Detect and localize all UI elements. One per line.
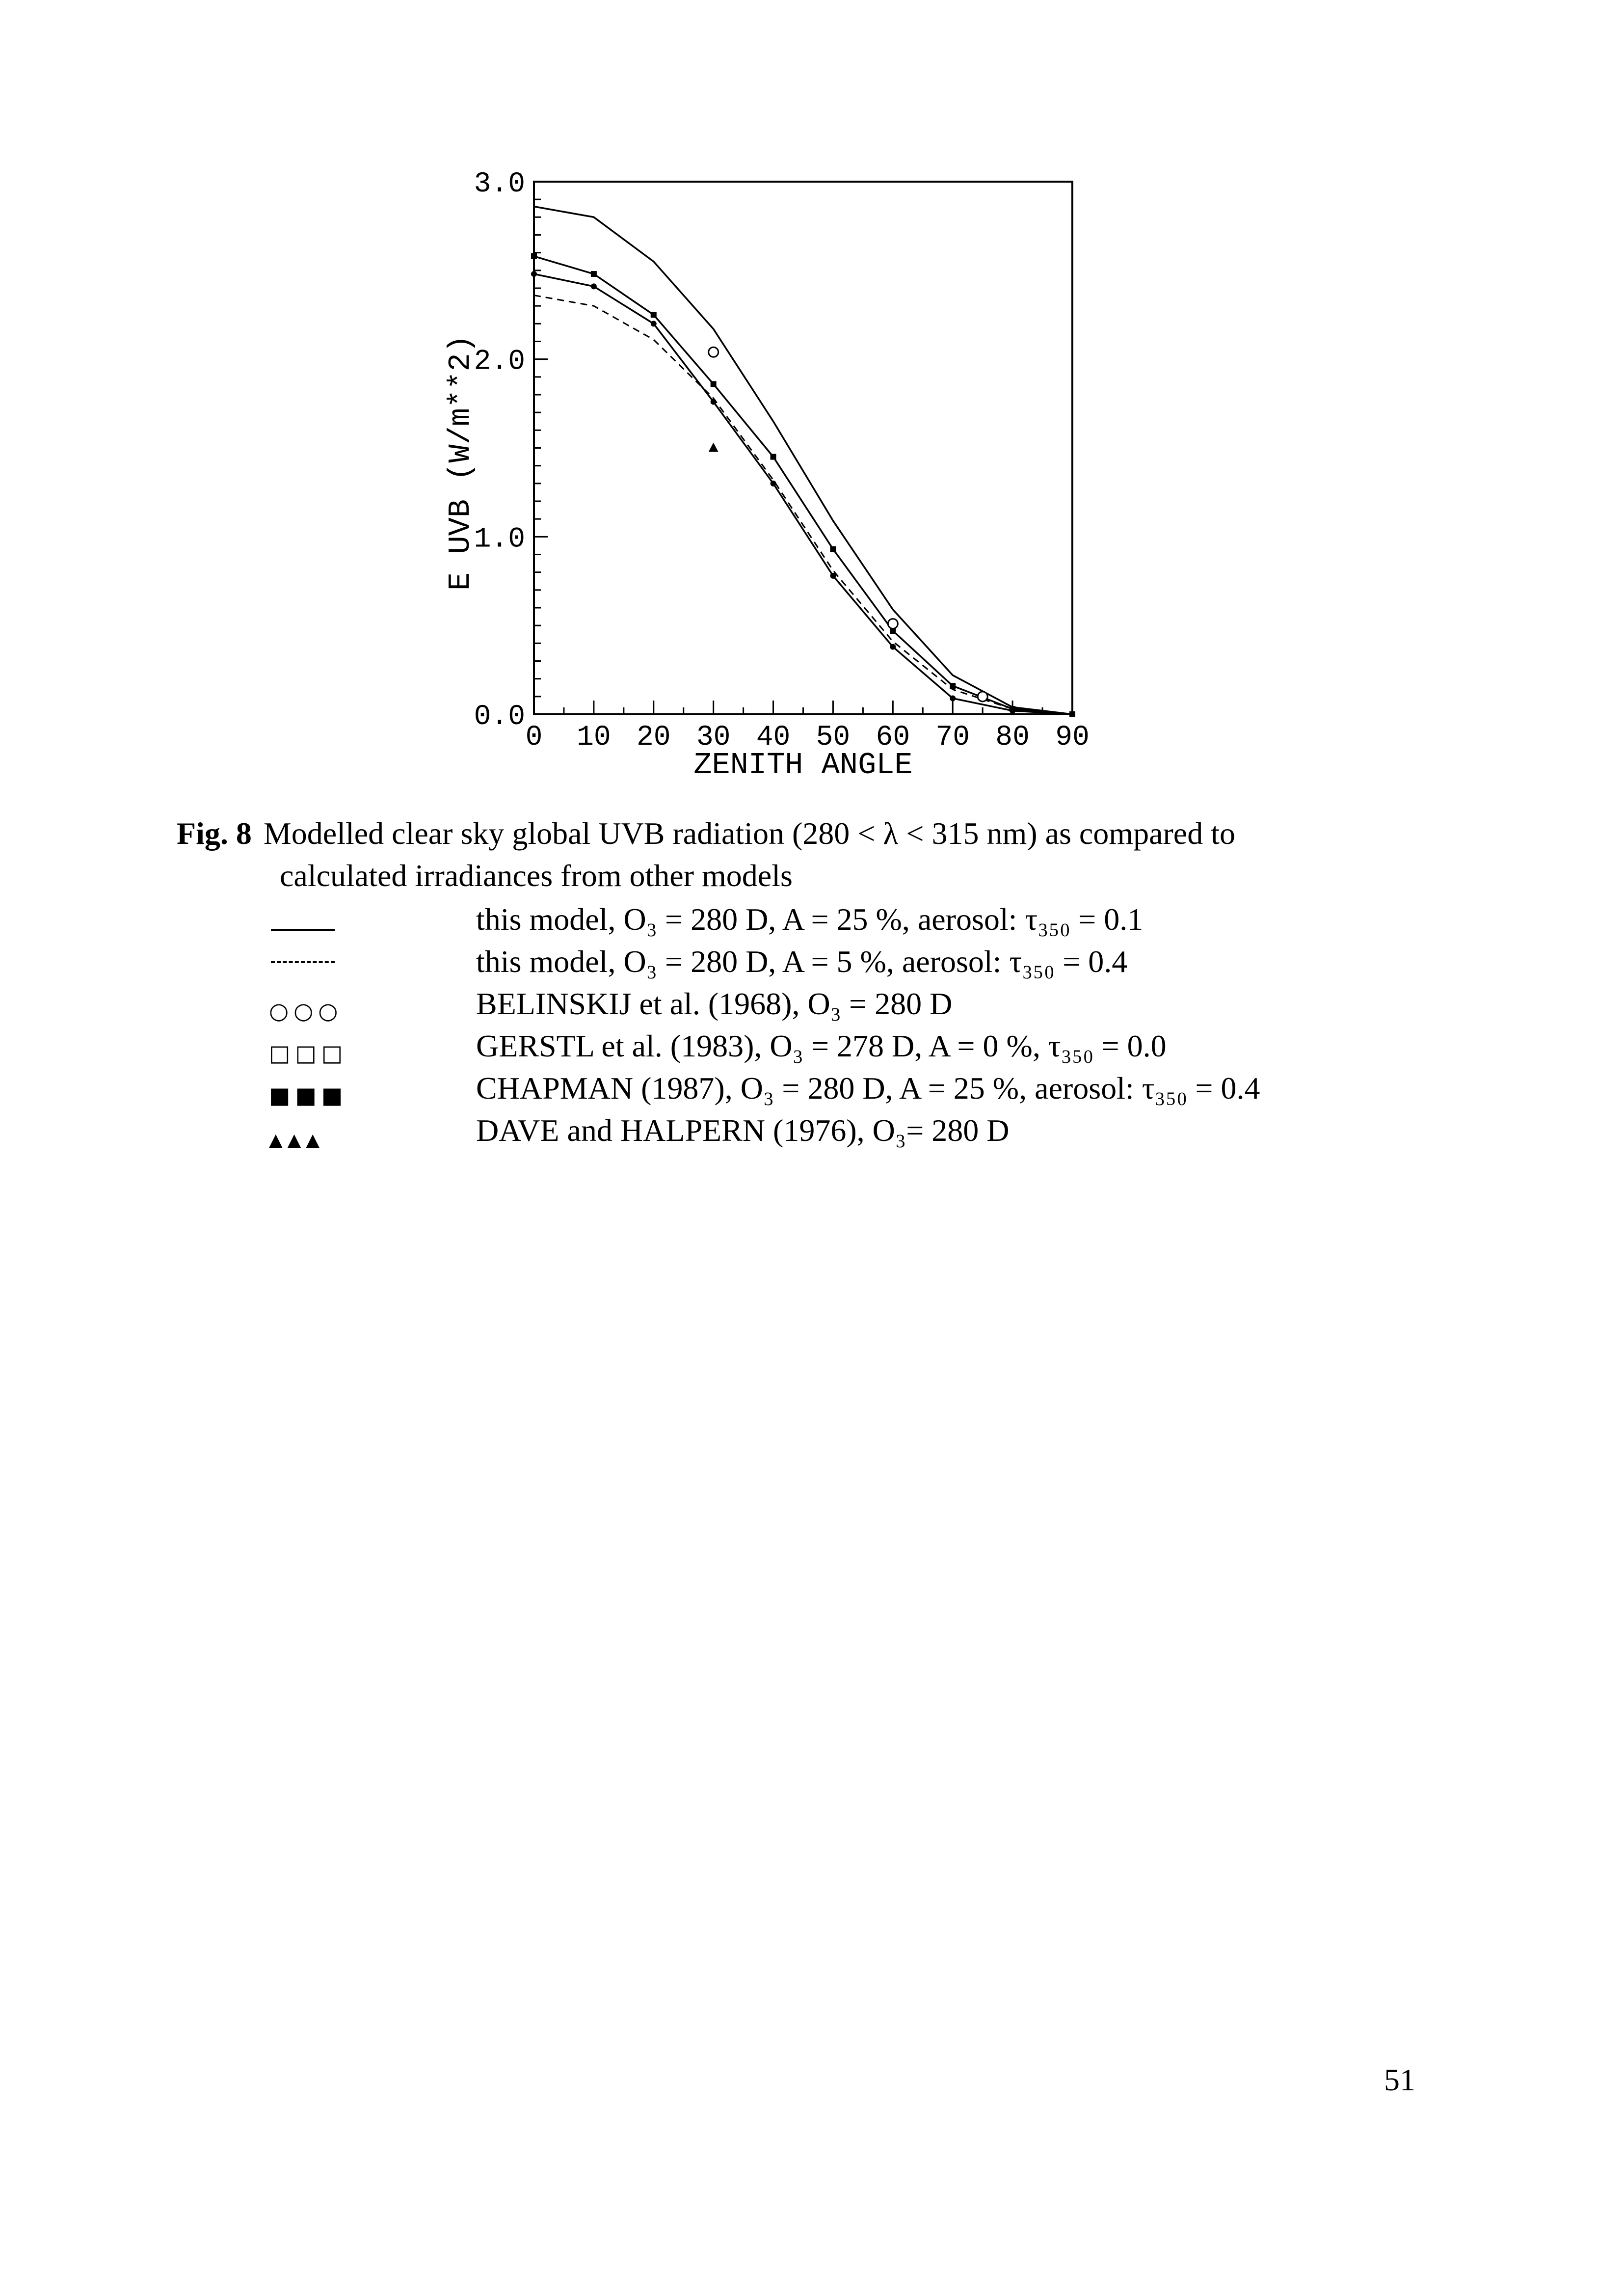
filled-square-point — [531, 253, 537, 259]
legend-text: DAVE and HALPERN (1976), O₃= 280 D — [476, 1113, 1010, 1148]
series-line-solid — [534, 207, 1072, 714]
page-number: 51 — [1384, 2062, 1415, 2097]
legend-filled-squares-marker — [177, 1067, 476, 1109]
legend-row-dashed — [177, 941, 1453, 983]
filled-triangle-point — [709, 443, 718, 452]
x-axis-label: ZENITH ANGLE — [693, 748, 913, 783]
filled-square-icon: ■■■ — [269, 1082, 348, 1108]
filled-square-point — [591, 271, 597, 277]
series-line-solid-square-filled — [534, 256, 1072, 714]
x-tick-label: 40 — [756, 722, 791, 754]
y-tick-label: 0.0 — [474, 701, 525, 733]
y-tick-label: 2.0 — [474, 346, 525, 378]
x-tick-label: 0 — [525, 722, 543, 754]
open-circle-point — [709, 347, 718, 357]
y-axis-label: E UVB (W/m**2) — [443, 335, 478, 591]
legend-text: this model, O₃ = 280 D, A = 25 %, aerosol: τ₃₅₀ = 0.1 — [476, 902, 1144, 937]
solid-line-swatch — [271, 929, 335, 931]
x-tick-label: 80 — [995, 722, 1030, 754]
filled-dot-point — [830, 573, 836, 579]
filled-square-point — [830, 546, 836, 552]
x-tick-label: 70 — [935, 722, 970, 754]
legend-dashed-line-marker — [177, 941, 476, 983]
figure-caption — [177, 812, 1433, 897]
filled-dot-point — [591, 283, 597, 289]
series-line-solid-dot — [534, 274, 1072, 714]
legend-solid-line-marker — [177, 898, 476, 941]
legend-row-filled-squares — [177, 1067, 1453, 1109]
legend-open-squares-marker — [177, 1025, 476, 1067]
filled-square-point — [950, 683, 956, 689]
axes-layer — [443, 168, 1090, 783]
plot-frame — [534, 182, 1072, 714]
figure-caption-line2: calculated irradiances from other models — [280, 858, 793, 893]
figure-label: Fig. 8 — [177, 816, 252, 851]
legend-text: BELINSKIJ et al. (1968), O₃ = 280 D — [476, 986, 953, 1021]
filled-square-point — [651, 312, 657, 318]
x-tick-label: 30 — [696, 722, 731, 754]
legend-row-solid — [177, 898, 1453, 941]
filled-dot-point — [771, 481, 776, 486]
filled-square-point — [771, 454, 776, 460]
legend — [177, 898, 1453, 1152]
x-tick-label: 50 — [816, 722, 851, 754]
x-tick-label: 60 — [876, 722, 910, 754]
filled-dot-point — [1069, 711, 1075, 717]
filled-dot-point — [531, 271, 537, 277]
series-layer — [534, 207, 1072, 714]
y-tick-label: 1.0 — [474, 523, 525, 556]
legend-text: this model, O₃ = 280 D, A = 5 %, aerosol: τ₃₅₀ = 0.4 — [476, 944, 1128, 979]
legend-text: CHAPMAN (1987), O₃ = 280 D, A = 25 %, aerosol: τ₃₅₀ = 0.4 — [476, 1071, 1260, 1106]
legend-row-triangles — [177, 1109, 1453, 1152]
filled-dot-point — [1010, 708, 1015, 714]
filled-triangle-icon: ▲▲▲ — [269, 1130, 325, 1150]
open-circle-point — [888, 619, 898, 629]
legend-row-circles — [177, 983, 1453, 1025]
y-tick-label: 3.0 — [474, 168, 525, 200]
filled-dot-point — [890, 644, 896, 650]
legend-filled-triangles-marker — [177, 1109, 476, 1152]
legend-row-open-squares — [177, 1025, 1453, 1067]
open-circle-point — [978, 692, 987, 702]
open-square-icon: □□□ — [269, 1040, 348, 1066]
figure-caption-line1: Modelled clear sky global UVB radiation (280 < λ < 315 nm) as compared to — [263, 816, 1235, 851]
marker-layer — [531, 253, 1075, 717]
filled-square-point — [711, 381, 717, 387]
filled-dot-point — [651, 321, 657, 326]
filled-dot-point — [950, 695, 956, 701]
series-line-dashed — [534, 295, 1072, 714]
legend-open-circles-marker — [177, 983, 476, 1025]
filled-dot-point — [711, 399, 717, 405]
x-tick-label: 90 — [1055, 722, 1090, 754]
x-tick-label: 20 — [636, 722, 671, 754]
open-circle-icon: ○○○ — [269, 998, 343, 1024]
legend-text: GERSTL et al. (1983), O₃ = 278 D, A = 0 %, τ₃₅₀ = 0.0 — [476, 1028, 1167, 1063]
x-tick-label: 10 — [577, 722, 611, 754]
dashed-line-swatch — [271, 961, 335, 963]
